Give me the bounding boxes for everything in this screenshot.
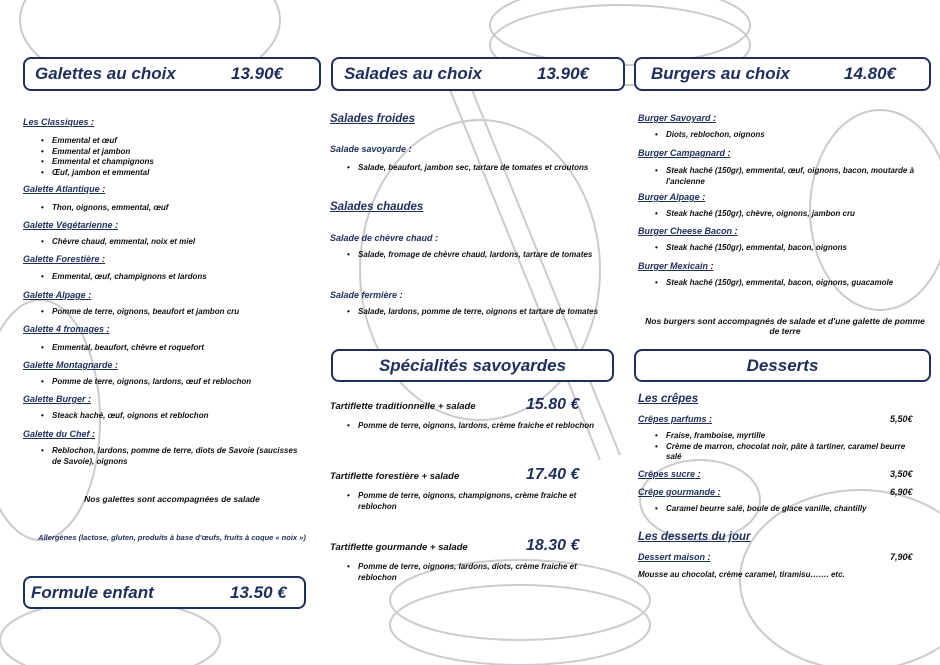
list-item: • Emmental, beaufort, chèvre et roquefort: [40, 343, 300, 354]
list-item: • Œuf, jambon et emmental: [40, 168, 290, 179]
desserts-header: [634, 349, 931, 382]
specialite-price: 15.80 €: [526, 396, 580, 413]
section-title: Galette Atlantique :: [23, 184, 106, 194]
burgers-price: 14.80€: [844, 64, 896, 83]
list-item: • Caramel beurre salé, boule de glace vanille, chantilly: [654, 504, 924, 515]
list-item: • Salade, lardons, pomme de terre, oignons et tartare de tomates: [346, 307, 606, 318]
burger-name: Burger Campagnard :: [638, 148, 731, 158]
list-item: • Salade, beaufort, jambon sec, tartare de tomates et croutons: [346, 163, 606, 174]
burger-name: Burger Alpage :: [638, 192, 706, 202]
list-item: • Steak haché (150gr), emmental, bacon, oignons: [654, 243, 924, 254]
crepe-gourmande-items: [654, 504, 924, 515]
crepes-sucre-price: 3,50€: [890, 469, 913, 479]
crepes-sucre-label: Crêpes sucre :: [638, 469, 701, 479]
crepes-parfums-label: Crêpes parfums :: [638, 414, 713, 424]
burgers-note: Nos burgers sont accompagnés de salade et d'une galette de pomme de terre: [645, 316, 925, 336]
salade-name: Salade savoyarde :: [330, 144, 412, 154]
salades-header: [331, 57, 625, 91]
list-item: • Emmental et œuf: [40, 136, 290, 147]
specialites-header: [331, 349, 614, 382]
specialite-name: Tartiflette gourmande + salade: [330, 542, 468, 553]
salades-price: 13.90€: [537, 64, 589, 83]
section-title: Galette Végétarienne :: [23, 220, 119, 230]
burger-items: [654, 243, 924, 254]
burger-name: Burger Savoyard :: [638, 113, 717, 123]
list-item: • Reblochon, lardons, pomme de terre, diots de Savoie (saucisses de Savoie), oignons: [40, 446, 300, 467]
burgers-title: Burgers au choix: [651, 64, 790, 83]
crepes-parfums-price: 5,50€: [890, 414, 913, 424]
list-item: • Steak haché (150gr), emmental, bacon, oignons, guacamole: [654, 278, 894, 289]
burger-items: [654, 209, 924, 220]
burger-items: [654, 166, 924, 187]
list-item: • Emmental et jambon: [40, 147, 290, 158]
salade-items: [346, 250, 606, 261]
galettes-header: [23, 57, 321, 91]
list-item: • Steak haché (150gr), chèvre, oignons, jambon cru: [654, 209, 924, 220]
specialite-name: Tartiflette forestière + salade: [330, 471, 460, 482]
specialite-desc: [346, 562, 616, 583]
section-items: [40, 136, 290, 178]
section-title: Galette 4 fromages :: [23, 324, 110, 334]
section-items: [40, 237, 300, 248]
list-item: • Fraise, framboise, myrtille: [654, 431, 920, 442]
crepes-title: Les crêpes: [638, 393, 699, 405]
section-items: [40, 272, 300, 283]
formule-title: Formule enfant: [31, 582, 154, 602]
section-title: Galette Forestière :: [23, 254, 106, 264]
crepes-parfums-items: [654, 431, 920, 463]
salade-name: Salade de chèvre chaud :: [330, 233, 439, 243]
desserts-jour-title: Les desserts du jour: [638, 531, 751, 543]
salades-chaudes-title: Salades chaudes: [330, 201, 424, 213]
burger-items: [654, 278, 894, 289]
list-item: • Pomme de terre, oignons, champignons, crème fraiche et reblochon: [346, 491, 616, 512]
list-item: • Pomme de terre, oignons, lardons, œuf et reblochon: [40, 377, 310, 388]
section-items: [40, 203, 300, 214]
salade-items: [346, 307, 606, 318]
specialite-desc: [346, 491, 616, 512]
galettes-note: Nos galettes sont accompagnées de salade: [84, 494, 260, 504]
galettes-title: Galettes au choix: [35, 64, 176, 83]
salades-title: Salades au choix: [344, 64, 482, 83]
specialites-title: Spécialités savoyardes: [378, 355, 567, 375]
dessert-maison-desc: Mousse au chocolat, crème caramel, tiramisu……. etc.: [638, 570, 845, 579]
burger-name: Burger Mexicain :: [638, 261, 714, 271]
specialite-desc: [346, 421, 616, 432]
list-item: • Emmental, œuf, champignons et lardons: [40, 272, 300, 283]
list-item: • Crème de marron, chocolat noir, pâte à tartiner, caramel beurre salé: [654, 442, 920, 463]
section-items: [40, 307, 310, 318]
formule-enfant-box: [23, 576, 306, 609]
list-item: • Steak haché (150gr), emmental, œuf, oignons, bacon, moutarde à l'ancienne: [654, 166, 924, 187]
list-item: • Chèvre chaud, emmental, noix et miel: [40, 237, 300, 248]
section-title: Les Classiques :: [23, 117, 95, 127]
specialite-price: 18.30 €: [526, 537, 580, 554]
salade-items: [346, 163, 606, 174]
galettes-price: 13.90€: [231, 64, 283, 83]
specialite-price: 17.40 €: [526, 466, 580, 483]
desserts-title: Desserts: [746, 355, 819, 375]
section-title: Galette Montagnarde :: [23, 360, 119, 370]
dessert-maison-label: Dessert maison :: [638, 552, 711, 562]
list-item: • Pomme de terre, oignons, lardons, crème fraiche et reblochon: [346, 421, 616, 432]
section-title: Galette du Chef :: [23, 429, 96, 439]
list-item: • Pomme de terre, oignons, lardons, diots, crème fraiche et reblochon: [346, 562, 616, 583]
allergens-note: Allergènes (lactose, gluten, produits à base d'œufs, fruits à coque « noix »): [38, 533, 306, 542]
burgers-header: [634, 57, 931, 91]
salades-froides-title: Salades froides: [330, 113, 416, 125]
list-item: • Pomme de terre, oignons, beaufort et jambon cru: [40, 307, 310, 318]
list-item: • Steack haché, œuf, oignons et reblochon: [40, 411, 300, 422]
section-items: [40, 377, 310, 388]
formule-price: 13.50 €: [230, 582, 287, 602]
list-item: • Emmental et champignons: [40, 157, 290, 168]
section-title: Galette Burger :: [23, 394, 92, 404]
section-items: [40, 446, 300, 467]
salade-name: Salade fermière :: [330, 290, 403, 300]
list-item: • Thon, oignons, emmental, œuf: [40, 203, 300, 214]
crepe-gourmande-label: Crêpe gourmande :: [638, 487, 721, 497]
burger-name: Burger Cheese Bacon :: [638, 226, 738, 236]
section-items: [40, 411, 300, 422]
specialite-name: Tartiflette traditionnelle + salade: [330, 401, 476, 412]
dessert-maison-price: 7,90€: [890, 552, 913, 562]
burger-items: [654, 130, 924, 141]
list-item: • Diots, reblochon, oignons: [654, 130, 924, 141]
crepe-gourmande-price: 6,90€: [890, 487, 913, 497]
section-items: [40, 343, 300, 354]
list-item: • Salade, fromage de chèvre chaud, lardons, tartare de tomates: [346, 250, 606, 261]
section-title: Galette Alpage :: [23, 290, 92, 300]
